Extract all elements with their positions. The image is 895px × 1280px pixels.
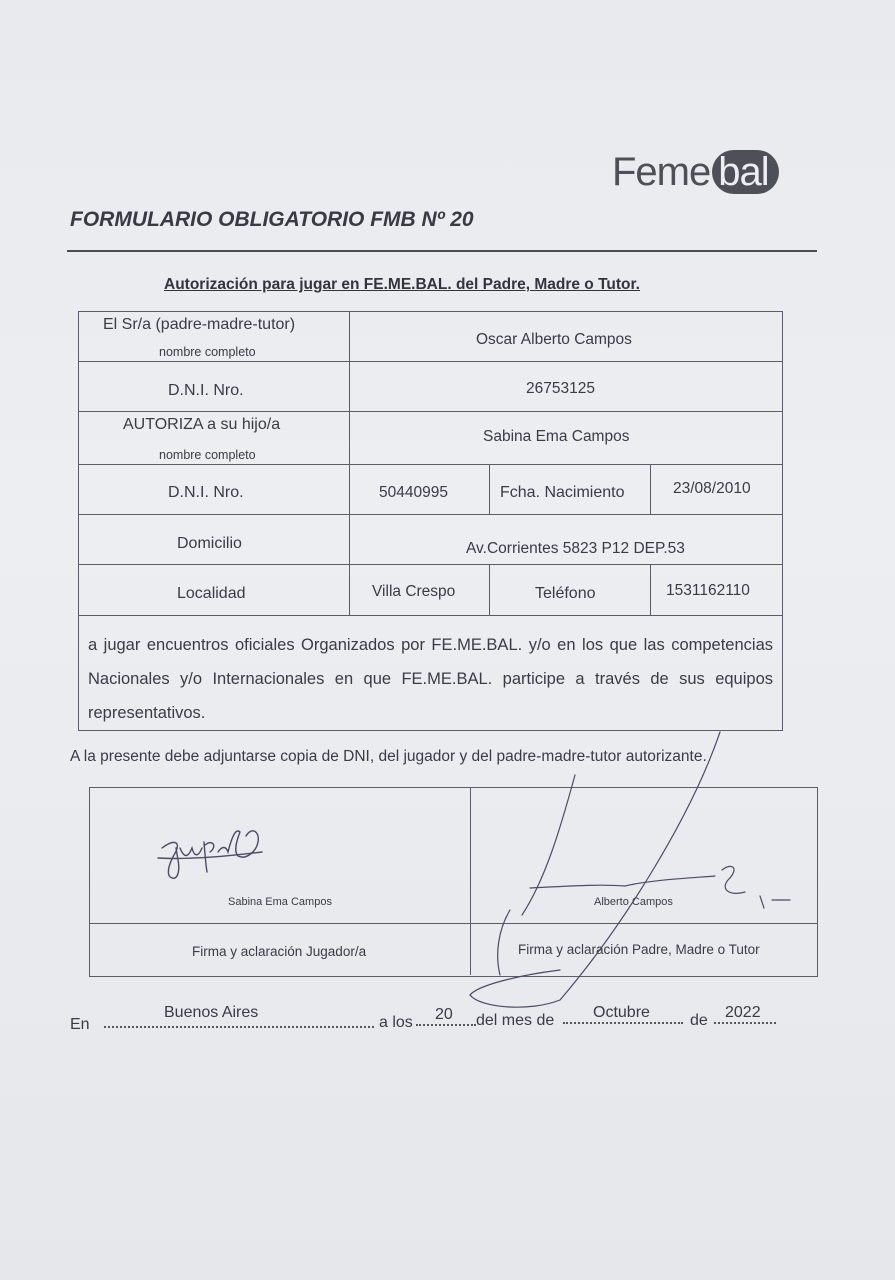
row-divider: [79, 464, 782, 465]
column-divider: [650, 464, 651, 514]
authorization-clause: a jugar encuentros oficiales Organizados por FE.ME.BAL. y/o en los que las competencias Nacionales y/o Internacionales en que FE.ME.BAL. participe a través de sus equipos representativos.: [88, 636, 773, 722]
attachment-note: A la presente debe adjuntarse copia de DNI, del jugador y del padre-madre-tutor autorizante.: [70, 748, 707, 765]
player-signature-label: Firma y aclaración Jugador/a: [192, 944, 367, 959]
signature-table: [89, 787, 818, 977]
femebal-logo: [612, 150, 779, 195]
parent-name-value: Oscar Alberto Campos: [476, 331, 632, 348]
authorization-table: [78, 311, 783, 731]
logo-text: Feme: [612, 150, 711, 194]
parent-dni-value: 26753125: [526, 380, 595, 397]
row-divider: [79, 411, 782, 412]
column-divider: [470, 788, 471, 975]
title-divider: [67, 250, 817, 252]
row-divider: [79, 564, 782, 565]
year-dotted-line: [714, 1022, 776, 1024]
address-value: Av.Corrientes 5823 P12 DEP.53: [466, 540, 685, 557]
child-dni-label: D.N.I. Nro.: [168, 484, 244, 501]
row-divider: [79, 361, 782, 362]
locality-value: Villa Crespo: [372, 583, 456, 600]
column-divider: [650, 564, 651, 615]
footer-year: 2022: [725, 1004, 761, 1021]
parent-dni-label: D.N.I. Nro.: [168, 382, 244, 399]
locality-label: Localidad: [177, 585, 246, 602]
child-label: AUTORIZA a su hijo/a: [123, 416, 281, 433]
footer-del-mes-de: del mes de: [476, 1012, 555, 1029]
row-divider: [79, 514, 782, 515]
phone-value: 1531162110: [666, 582, 750, 599]
footer-city: Buenos Aires: [164, 1004, 259, 1021]
birth-date-value: 23/08/2010: [673, 480, 751, 497]
row-divider: [79, 615, 782, 616]
form-subtitle: Autorización para jugar en FE.ME.BAL. del Padre, Madre o Tutor.: [164, 276, 640, 293]
form-title: FORMULARIO OBLIGATORIO FMB Nº 20: [70, 208, 474, 231]
address-label: Domicilio: [177, 535, 242, 552]
month-dotted-line: [563, 1022, 683, 1024]
tutor-printed-name: Alberto Campos: [594, 896, 673, 908]
logo-pill: bal: [712, 150, 778, 194]
footer-de: de: [690, 1012, 708, 1029]
tutor-signature-label: Firma y aclaración Padre, Madre o Tutor: [518, 942, 760, 957]
parent-sublabel: nombre completo: [159, 345, 256, 359]
phone-label: Teléfono: [535, 585, 596, 602]
footer-a-los: a los: [379, 1014, 413, 1031]
row-divider: [90, 923, 817, 924]
child-sublabel: nombre completo: [159, 448, 256, 462]
column-divider: [489, 564, 490, 615]
player-printed-name: Sabina Ema Campos: [228, 896, 332, 908]
child-dni-value: 50440995: [379, 484, 448, 501]
date-line: [70, 1004, 810, 1034]
column-divider: [489, 464, 490, 514]
city-dotted-line: [104, 1026, 374, 1028]
birth-date-label: Fcha. Nacimiento: [500, 484, 625, 501]
parent-label: El Sr/a (padre-madre-tutor): [103, 316, 296, 333]
footer-en: En: [70, 1016, 90, 1033]
footer-month: Octubre: [593, 1004, 650, 1021]
column-divider: [349, 312, 350, 615]
child-name-value: Sabina Ema Campos: [483, 428, 630, 445]
day-dotted-line: [416, 1024, 476, 1026]
footer-day: 20: [435, 1006, 453, 1023]
